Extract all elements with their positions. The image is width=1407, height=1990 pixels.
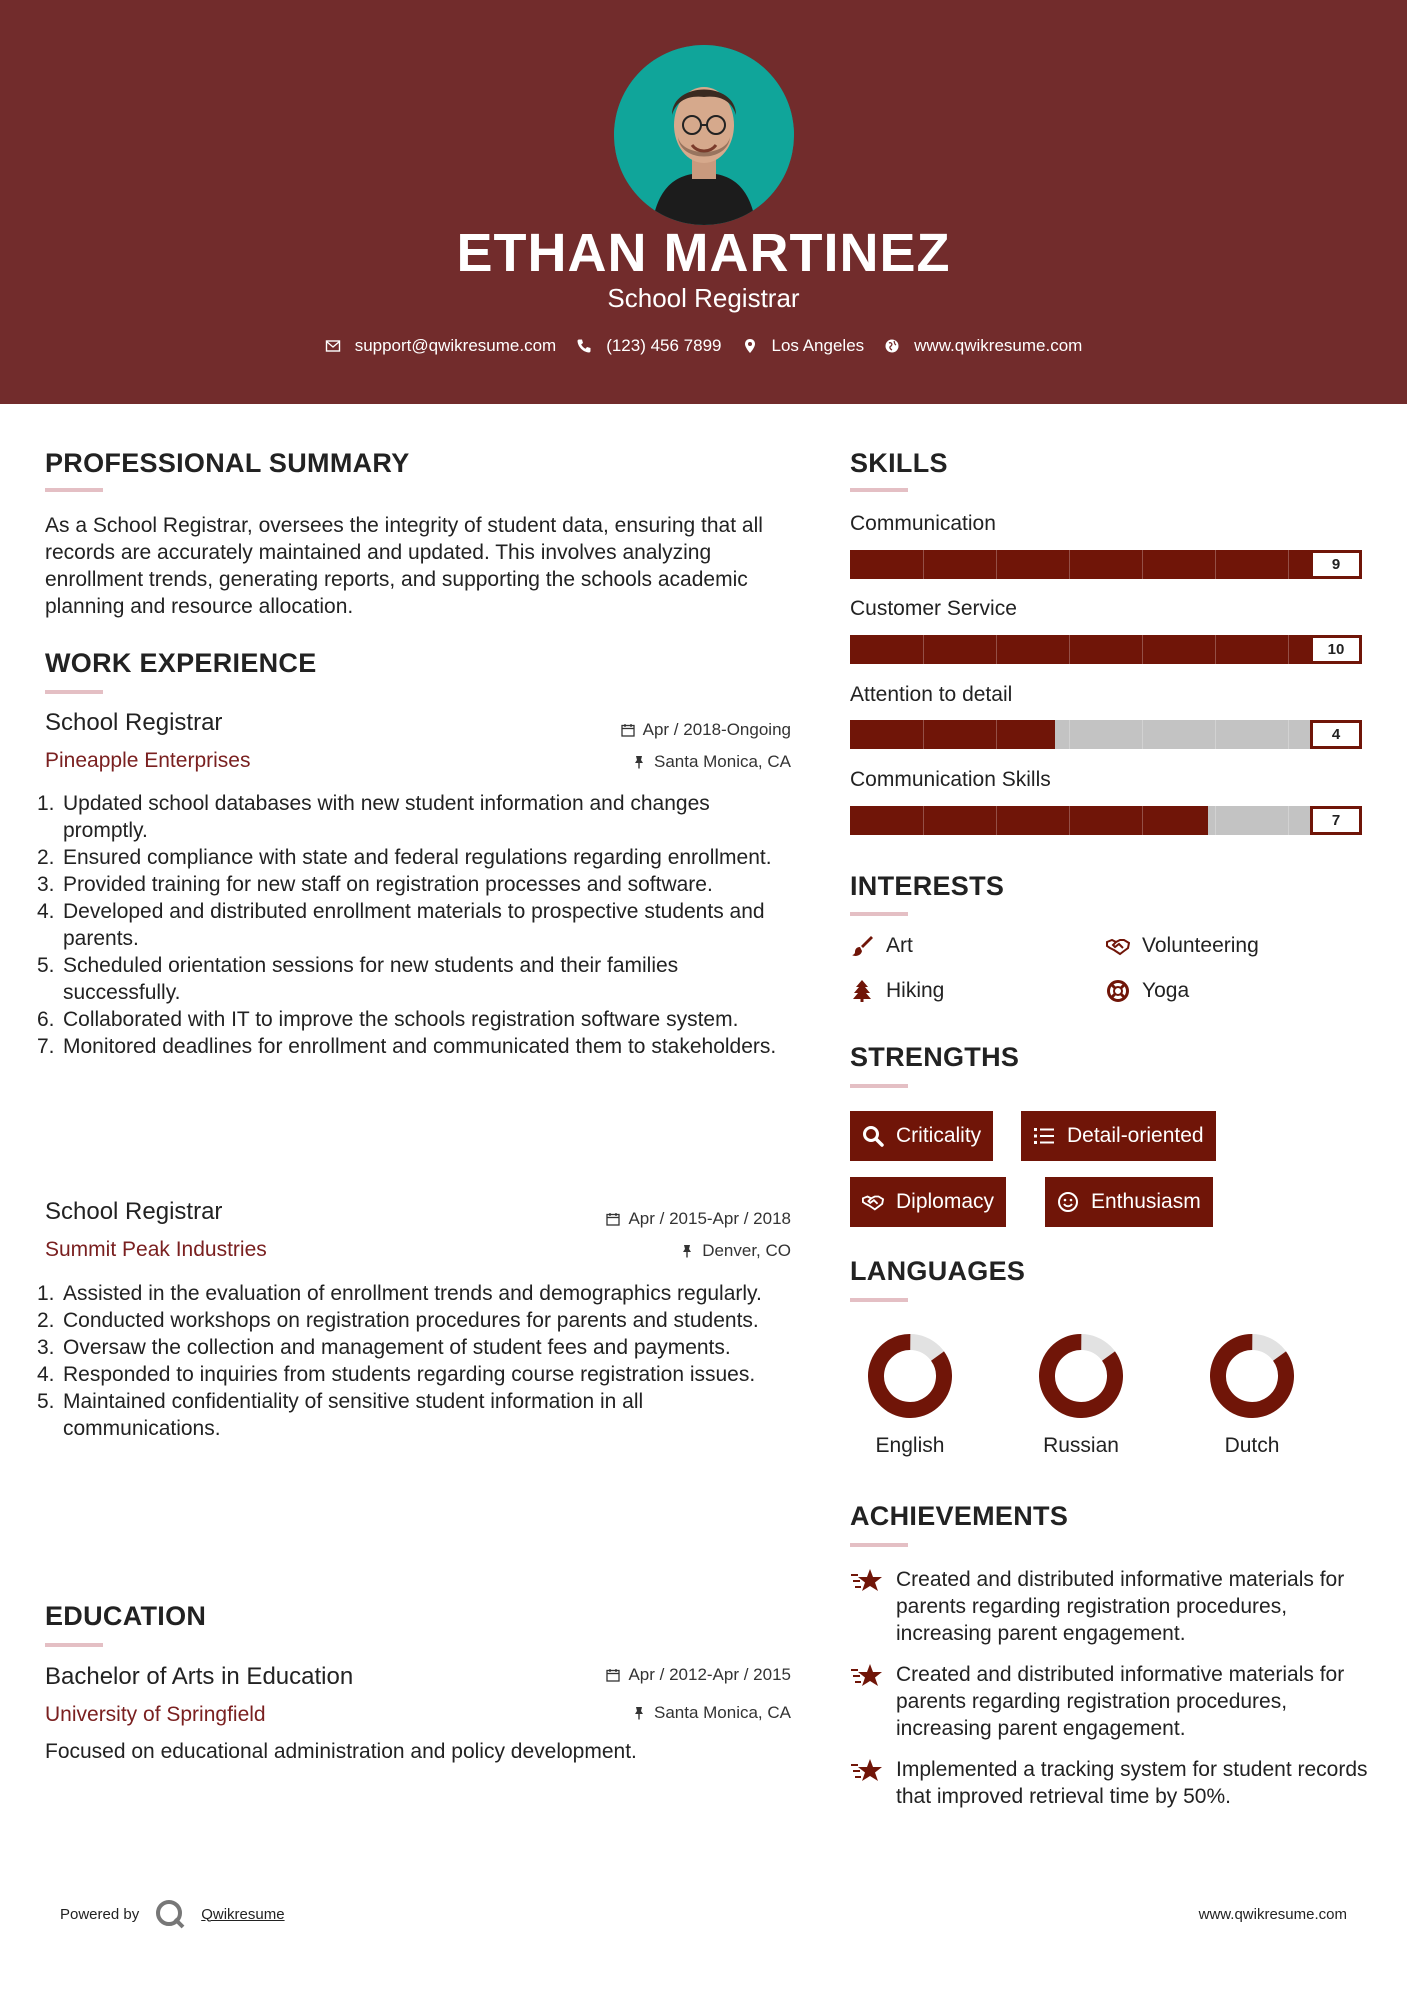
skill-bar	[850, 550, 1362, 579]
avatar	[614, 45, 794, 225]
calendar-icon	[621, 723, 635, 737]
achievement-text: Created and distributed informative materials for parents regarding registration procedures, increasing parent engagement.	[896, 1663, 1345, 1740]
achievement-text: Created and distributed informative materials for parents regarding registration procedures, increasing parent engagement.	[896, 1568, 1345, 1645]
footer-powered-by	[60, 1897, 285, 1931]
contact-website[interactable]	[884, 336, 1082, 356]
list-item: 2. Ensured compliance with state and federal regulations regarding enrollment.	[37, 846, 772, 869]
list-item: 2. Conducted workshops on registration procedures for parents and students.	[37, 1309, 759, 1332]
strengths-divider	[850, 1084, 908, 1088]
interest-item	[850, 979, 944, 1003]
star-icon	[850, 1566, 884, 1596]
job-location-text: Santa Monica, CA	[653, 752, 791, 771]
contact-website-text: www.qwikresume.com	[914, 336, 1083, 355]
job-location	[632, 752, 791, 772]
education-dates-text: Apr / 2012-Apr / 2015	[628, 1665, 791, 1684]
job-location-text: Denver, CO	[702, 1241, 791, 1260]
skill-bar-fill	[850, 720, 1055, 749]
map-pin-icon	[742, 338, 758, 354]
smile-icon	[1057, 1191, 1079, 1213]
lifebuoy-icon	[1106, 979, 1130, 1003]
achievement-item	[850, 1661, 1370, 1742]
skill-label: Customer Service	[850, 597, 1017, 620]
skills-heading: SKILLS	[850, 448, 948, 478]
skill-label: Communication	[850, 512, 996, 535]
interest-item	[1106, 979, 1189, 1003]
interests-divider	[850, 912, 908, 916]
skill-bar-segment	[1215, 635, 1216, 664]
phone-icon	[576, 338, 592, 354]
skill-bar-segment	[996, 635, 997, 664]
education-location-text: Santa Monica, CA	[653, 1703, 791, 1722]
list-item: 5. Scheduled orientation sessions for new students and their families successfully.	[37, 954, 679, 1004]
handshake-icon	[862, 1191, 884, 1213]
list-item: 1. Updated school databases with new student information and changes promptly.	[37, 792, 710, 842]
star-icon	[850, 1661, 884, 1691]
skill-bar-segment	[1142, 720, 1143, 749]
language-name: English	[875, 1434, 945, 1457]
summary-divider	[45, 488, 103, 492]
skill-bar-segment	[1288, 720, 1289, 749]
list-icon	[1033, 1125, 1055, 1147]
skill-bar-segment	[1288, 806, 1289, 835]
interest-label: Yoga	[1142, 979, 1190, 1002]
degree-title: Bachelor of Arts in Education	[45, 1663, 354, 1690]
strength-tag	[1021, 1111, 1216, 1161]
interest-label: Hiking	[886, 979, 945, 1002]
job-dates	[606, 1209, 791, 1229]
interest-label: Volunteering	[1142, 934, 1259, 957]
skill-bar-segment	[1142, 635, 1143, 664]
school-name: University of Springfield	[45, 1703, 266, 1726]
contact-email[interactable]	[325, 336, 557, 356]
skill-bar-segment	[996, 720, 997, 749]
skill-score-badge: 10	[1310, 635, 1362, 664]
resume-header	[0, 0, 1407, 404]
skill-bar-segment	[1069, 720, 1070, 749]
strength-label: Detail-oriented	[1067, 1124, 1204, 1147]
calendar-icon	[606, 1668, 620, 1682]
interests-heading: INTERESTS	[850, 871, 1005, 901]
language-item	[1031, 1334, 1131, 1458]
interest-label: Art	[886, 934, 913, 957]
language-name: Dutch	[1224, 1434, 1280, 1457]
skill-bar-segment	[996, 806, 997, 835]
skill-bar-segment	[1142, 550, 1143, 579]
tree-icon	[850, 979, 874, 1003]
footer-website[interactable]: www.qwikresume.com	[1198, 1906, 1347, 1923]
skill-bar-segment	[996, 550, 997, 579]
skill-score-badge: 7	[1310, 806, 1362, 835]
strength-tag	[850, 1111, 993, 1161]
achievement-item	[850, 1566, 1370, 1647]
skill-bar	[850, 720, 1362, 749]
list-item: 4. Responded to inquiries from students regarding course registration issues.	[37, 1363, 756, 1386]
experience-heading: WORK EXPERIENCE	[45, 648, 317, 678]
handshake-icon	[1106, 934, 1130, 958]
skill-label: Attention to detail	[850, 683, 1013, 706]
achievement-item	[850, 1756, 1370, 1810]
language-item	[860, 1334, 960, 1458]
skill-bar-segment	[923, 806, 924, 835]
list-item: 6. Collaborated with IT to improve the schools registration software system.	[37, 1008, 739, 1031]
skill-bar-segment	[923, 720, 924, 749]
powered-by-label: Powered by	[60, 1905, 140, 1923]
globe-icon	[884, 338, 900, 354]
calendar-icon	[606, 1212, 620, 1226]
skill-bar-segment	[1215, 806, 1216, 835]
skill-bar-segment	[1215, 550, 1216, 579]
contact-location	[742, 336, 865, 356]
strength-label: Diplomacy	[896, 1190, 995, 1213]
language-item	[1202, 1334, 1302, 1458]
job-dates-text: Apr / 2018-Ongoing	[642, 720, 791, 739]
qwikresume-logo-icon	[153, 1897, 187, 1931]
skill-bar	[850, 806, 1362, 835]
contact-email-text: support@qwikresume.com	[354, 336, 557, 355]
skill-bar	[850, 635, 1362, 664]
skill-bar-fill	[850, 550, 1311, 579]
interest-item	[850, 934, 913, 958]
list-item: 3. Provided training for new staff on registration processes and software.	[37, 873, 713, 896]
job-company: Pineapple Enterprises	[45, 749, 251, 772]
summary-text: As a School Registrar, oversees the integrity of student data, ensuring that all records are accurately maintained and updated. This involves analyzing enrollment trends, generating reports, and supporting the schools academic planning and resource allocation.	[45, 514, 763, 618]
candidate-role: School Registrar	[607, 283, 800, 313]
achievements-divider	[850, 1543, 908, 1547]
paintbrush-icon	[850, 934, 874, 958]
contact-location-text: Los Angeles	[771, 336, 865, 355]
skill-bar-segment	[923, 635, 924, 664]
person-photo	[614, 45, 794, 225]
job-title: School Registrar	[45, 709, 223, 736]
skill-bar-segment	[1142, 806, 1143, 835]
skill-bar-segment	[1288, 550, 1289, 579]
education-divider	[45, 1643, 103, 1647]
skill-bar-segment	[1215, 720, 1216, 749]
candidate-name: ETHAN MARTINEZ	[456, 223, 951, 283]
achievement-text: Implemented a tracking system for student records that improved retrieval time by 50%.	[896, 1758, 1368, 1808]
job-company: Summit Peak Industries	[45, 1238, 267, 1261]
skill-bar-segment	[1069, 550, 1070, 579]
summary-heading: PROFESSIONAL SUMMARY	[45, 448, 410, 478]
star-icon	[850, 1756, 884, 1786]
skill-bar-segment	[923, 550, 924, 579]
job-dates	[621, 720, 791, 740]
job-title: School Registrar	[45, 1198, 223, 1225]
job-dates-text: Apr / 2015-Apr / 2018	[628, 1209, 791, 1228]
contact-phone-text: (123) 456 7899	[606, 336, 722, 355]
job-location	[680, 1241, 791, 1261]
strength-tag	[1045, 1177, 1213, 1227]
list-item: 7. Monitored deadlines for enrollment and communicated them to stakeholders.	[37, 1035, 777, 1058]
skill-score-badge: 9	[1310, 550, 1362, 579]
education-description: Focused on educational administration and policy development.	[45, 1740, 637, 1763]
language-donut	[868, 1334, 952, 1418]
strength-tag	[850, 1177, 1006, 1227]
skill-bar-segment	[1069, 635, 1070, 664]
strength-label: Enthusiasm	[1091, 1190, 1201, 1213]
skill-bar-segment	[1069, 806, 1070, 835]
education-heading: EDUCATION	[45, 1601, 207, 1631]
skill-bar-segment	[1288, 635, 1289, 664]
languages-divider	[850, 1298, 908, 1302]
job-duties-list	[37, 790, 797, 1060]
contact-phone[interactable]	[576, 336, 721, 356]
experience-divider	[45, 690, 103, 694]
pushpin-icon	[632, 1706, 646, 1720]
envelope-icon	[325, 338, 341, 354]
strengths-heading: STRENGTHS	[850, 1042, 1020, 1072]
languages-heading: LANGUAGES	[850, 1256, 1026, 1286]
interest-item	[1106, 934, 1259, 958]
achievements-heading: ACHIEVEMENTS	[850, 1501, 1069, 1531]
list-item: 3. Oversaw the collection and management of student fees and payments.	[37, 1336, 731, 1359]
pushpin-icon	[632, 755, 646, 769]
list-item: 1. Assisted in the evaluation of enrollment trends and demographics regularly.	[37, 1282, 762, 1305]
skill-bar-fill	[850, 635, 1362, 664]
skill-bar-fill	[850, 806, 1208, 835]
brand-link[interactable]: Qwikresume	[201, 1905, 285, 1923]
strength-label: Criticality	[896, 1124, 982, 1147]
language-name: Russian	[1043, 1434, 1119, 1457]
education-dates	[606, 1665, 791, 1685]
job-duties-list	[37, 1280, 797, 1442]
skill-label: Communication Skills	[850, 768, 1051, 791]
education-location	[632, 1703, 791, 1723]
search-icon	[862, 1125, 884, 1147]
skill-score-badge: 4	[1310, 720, 1362, 749]
skills-divider	[850, 488, 908, 492]
list-item: 5. Maintained confidentiality of sensitive student information in all communications.	[37, 1390, 644, 1440]
language-donut	[1039, 1334, 1123, 1418]
contact-bar	[0, 336, 1407, 356]
pushpin-icon	[680, 1244, 694, 1258]
language-donut	[1210, 1334, 1294, 1418]
list-item: 4. Developed and distributed enrollment materials to prospective students and parents.	[37, 900, 765, 950]
